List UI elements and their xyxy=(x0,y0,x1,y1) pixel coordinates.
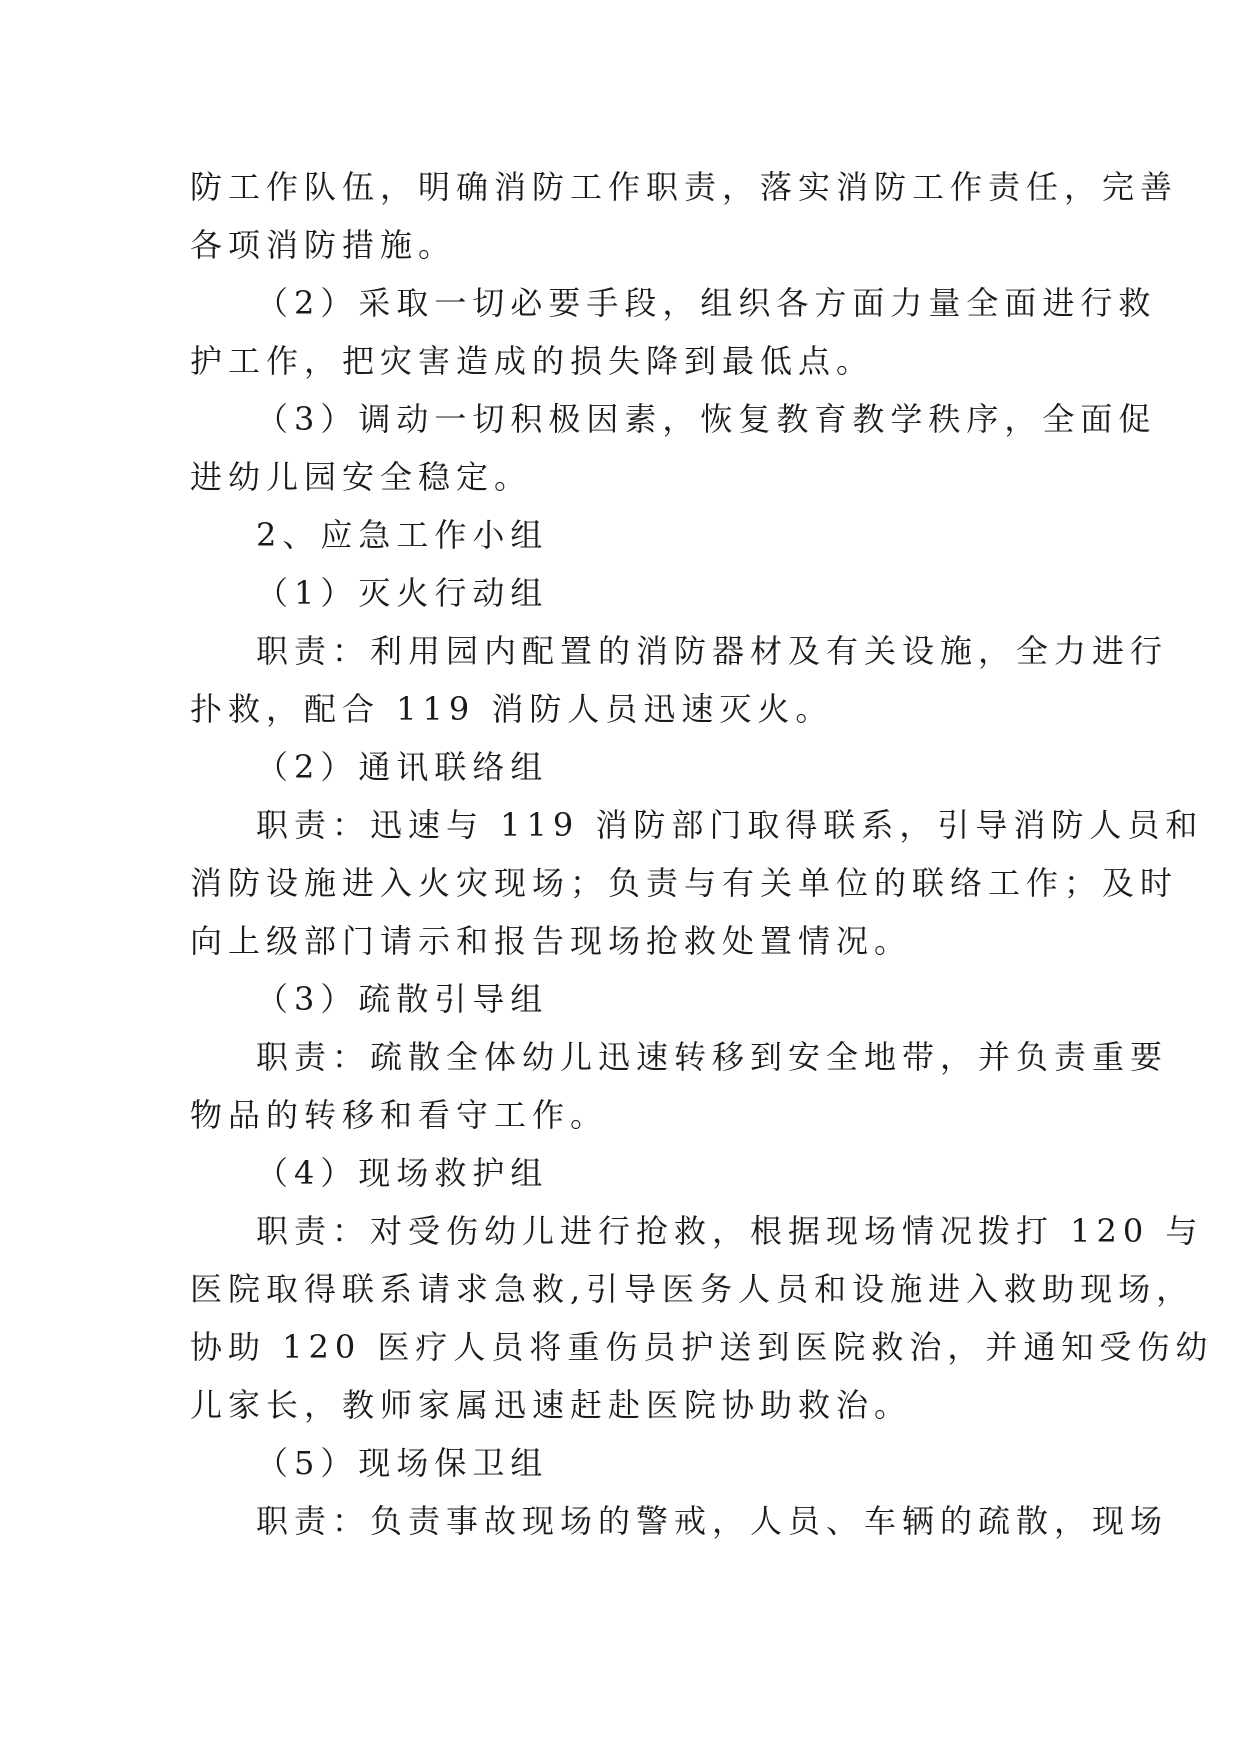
paragraph-line: 职责：负责事故现场的警戒，人员、车辆的疏散，现场 xyxy=(256,1502,1169,1540)
paragraph-line: 医院取得联系请求急救,引导医务人员和设施进入救助现场， xyxy=(190,1270,1195,1308)
section-heading: 2、应急工作小组 xyxy=(256,516,549,554)
paragraph-line: （2）采取一切必要手段，组织各方面力量全面进行救 xyxy=(256,284,1157,322)
paragraph-line: 儿家长，教师家属迅速赶赴医院协助救治。 xyxy=(190,1386,913,1424)
group-heading: （1）灭火行动组 xyxy=(256,574,549,612)
paragraph-line: 护工作，把灾害造成的损失降到最低点。 xyxy=(190,342,875,380)
paragraph-line: 扑救，配合 119 消防人员迅速灭火。 xyxy=(190,690,834,728)
paragraph-line: 向上级部门请示和报告现场抢救处置情况。 xyxy=(190,922,913,960)
paragraph-line: 物品的转移和看守工作。 xyxy=(190,1096,609,1134)
group-heading: （2）通讯联络组 xyxy=(256,748,549,786)
paragraph-line: 职责：利用园内配置的消防器材及有关设施，全力进行 xyxy=(256,632,1169,670)
paragraph-line: 消防设施进入火灾现场；负责与有关单位的联络工作；及时 xyxy=(190,864,1179,902)
group-heading: （3）疏散引导组 xyxy=(256,980,549,1018)
paragraph-line: 进幼儿园安全稳定。 xyxy=(190,458,533,496)
paragraph-line: 防工作队伍，明确消防工作职责，落实消防工作责任，完善 xyxy=(190,168,1179,206)
paragraph-line: 职责：迅速与 119 消防部门取得联系，引导消防人员和 xyxy=(256,806,1204,844)
paragraph-line: 职责：疏散全体幼儿迅速转移到安全地带，并负责重要 xyxy=(256,1038,1169,1076)
document-body xyxy=(190,158,1214,1550)
group-heading: （5）现场保卫组 xyxy=(256,1444,549,1482)
paragraph-line: 职责：对受伤幼儿进行抢救，根据现场情况拨打 120 与 xyxy=(256,1212,1204,1250)
paragraph-line: 各项消防措施。 xyxy=(190,226,457,264)
group-heading: （4）现场救护组 xyxy=(256,1154,549,1192)
paragraph-line: （3）调动一切积极因素，恢复教育教学秩序，全面促 xyxy=(256,400,1157,438)
paragraph-line: 协助 120 医疗人员将重伤员护送到医院救治，并通知受伤幼 xyxy=(190,1328,1214,1366)
